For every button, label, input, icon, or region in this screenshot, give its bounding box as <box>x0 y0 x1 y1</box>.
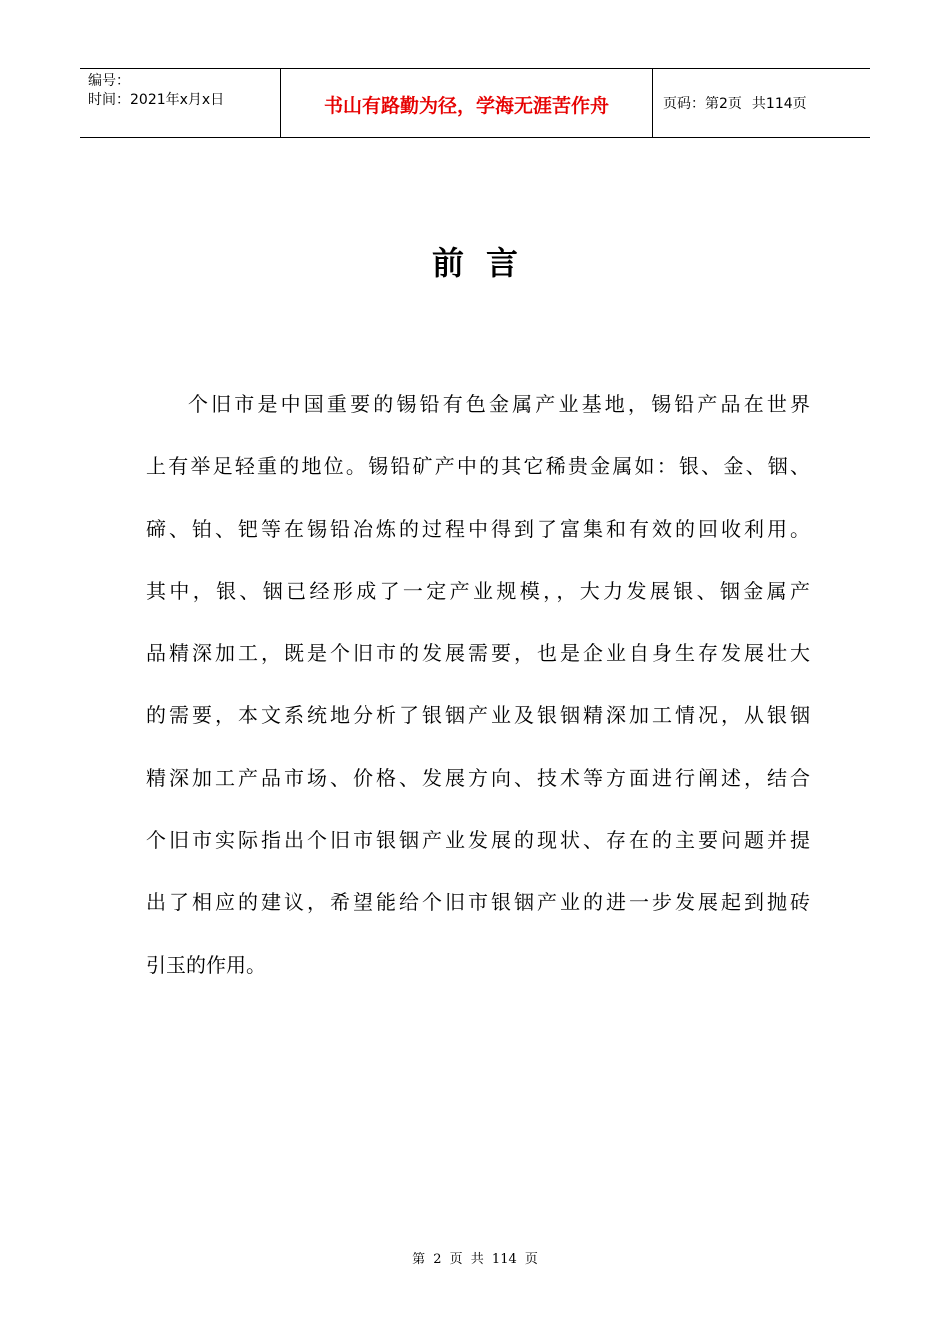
header-page-cell <box>653 69 870 137</box>
paragraph-line: 其中，银、铟已经形成了一定产业规模，，大力发展银、铟金属产 <box>146 578 810 603</box>
header-total-pages: 共114页 <box>751 96 807 112</box>
header-info-cell <box>80 69 281 137</box>
date-label: 时间：2021年x月x日 <box>88 92 225 108</box>
page-footer: 第 2 页 共 114 页 <box>412 1252 538 1267</box>
paragraph-line: 碲、铂、钯等在锡铅冶炼的过程中得到了富集和有效的回收利用。 <box>146 516 810 541</box>
header-page-number: 页码：第2页 <box>663 96 742 112</box>
document-title: 前言 <box>431 244 540 282</box>
serial-number-label: 编号： <box>88 73 130 89</box>
header-motto-cell <box>281 69 653 137</box>
paragraph-line: 出了相应的建议，希望能给个旧市银铟产业的进一步发展起到抛砖 <box>146 890 810 915</box>
paragraph-line: 上有举足轻重的地位。锡铅矿产中的其它稀贵金属如：银、金、铟、 <box>146 454 810 479</box>
page-header <box>80 68 870 138</box>
paragraph-line: 个旧市是中国重要的锡铅有色金属产业基地，锡铅产品在世界 <box>188 392 810 416</box>
paragraph-line: 引玉的作用。 <box>146 952 266 977</box>
paragraph-line: 的需要，本文系统地分析了银铟产业及银铟精深加工情况，从银铟 <box>146 703 810 728</box>
paragraph-line: 精深加工产品市场、价格、发展方向、技术等方面进行阐述，结合 <box>146 765 810 790</box>
header-motto: 书山有路勤为径，学海无涯苦作舟 <box>323 94 609 117</box>
paragraph-line: 个旧市实际指出个旧市银铟产业发展的现状、存在的主要问题并提 <box>146 828 810 853</box>
preface-paragraph <box>146 373 810 996</box>
paragraph-line: 品精深加工，既是个旧市的发展需要，也是企业自身生存发展壮大 <box>146 641 810 666</box>
